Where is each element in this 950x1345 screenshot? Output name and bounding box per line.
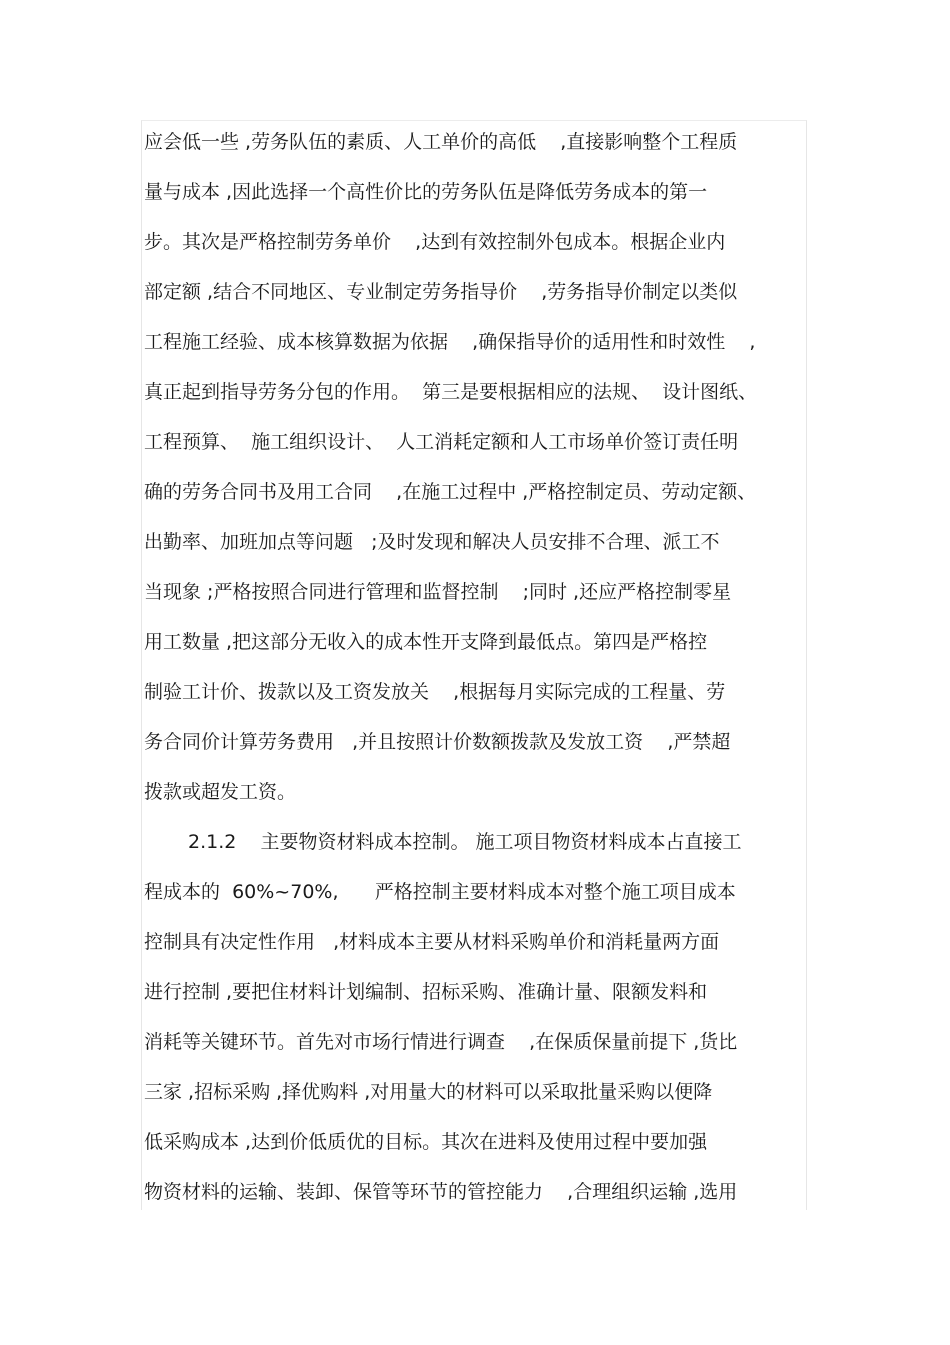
text-line: 应会低一些 ,劳务队伍的素质、人工单价的高低 ,直接影响整个工程质 — [144, 131, 738, 153]
text-line: 控制具有决定性作用 ,材料成本主要从材料采购单价和消耗量两方面 — [144, 931, 720, 953]
text-line: 部定额 ,结合不同地区、专业制定劳务指导价 ,劳务指导价制定以类似 — [144, 281, 738, 303]
text-line: 当现象 ;严格按照合同进行管理和监督控制 ;同时 ,还应严格控制零星 — [144, 581, 732, 603]
text-line: 进行控制 ,要把住材料计划编制、招标采购、准确计量、限额发料和 — [144, 981, 708, 1003]
text-line: 真正起到指导劳务分包的作用。 第三是要根据相应的法规、 设计图纸、 — [144, 381, 758, 403]
text-line: 拨款或超发工资。 — [144, 781, 297, 803]
text-line: 工程预算、 施工组织设计、 人工消耗定额和人工市场单价签订责任明 — [144, 431, 739, 453]
text-line: 用工数量 ,把这部分无收入的成本性开支降到最低点。第四是严格控 — [144, 631, 708, 653]
text-line: 出勤率、加班加点等问题 ;及时发现和解决人员安排不合理、派工不 — [144, 531, 720, 553]
text-line: 程成本的 60%~70%, 严格控制主要材料成本对整个施工项目成本 — [144, 881, 736, 903]
text-line: 物资材料的运输、装卸、保管等环节的管控能力 ,合理组织运输 ,选用 — [144, 1181, 738, 1203]
text-line: 消耗等关键环节。首先对市场行情进行调查 ,在保质保量前提下 ,货比 — [144, 1031, 738, 1053]
text-line: 低采购成本 ,达到价低质优的目标。其次在进料及使用过程中要加强 — [144, 1131, 708, 1153]
text-line: 工程施工经验、成本核算数据为依据 ,确保指导价的适用性和时效性 , — [144, 331, 756, 353]
text-line: 三家 ,招标采购 ,择优购料 ,对用量大的材料可以采取批量采购以便降 — [144, 1081, 713, 1103]
text-line: 量与成本 ,因此选择一个高性价比的劳务队伍是降低劳务成本的第一 — [144, 181, 708, 203]
text-line: 制验工计价、拨款以及工资发放关 ,根据每月实际完成的工程量、劳 — [144, 681, 726, 703]
section-heading-line: 2.1.2 主要物资材料成本控制。 施工项目物资材料成本占直接工 — [188, 831, 742, 853]
text-line: 务合同价计算劳务费用 ,并且按照计价数额拨款及发放工资 ,严禁超 — [144, 731, 731, 753]
document-body — [144, 122, 810, 1222]
text-line: 确的劳务合同书及用工合同 ,在施工过程中 ,严格控制定员、劳动定额、 — [144, 481, 757, 503]
text-line: 步。其次是严格控制劳务单价 ,达到有效控制外包成本。根据企业内 — [144, 231, 726, 253]
